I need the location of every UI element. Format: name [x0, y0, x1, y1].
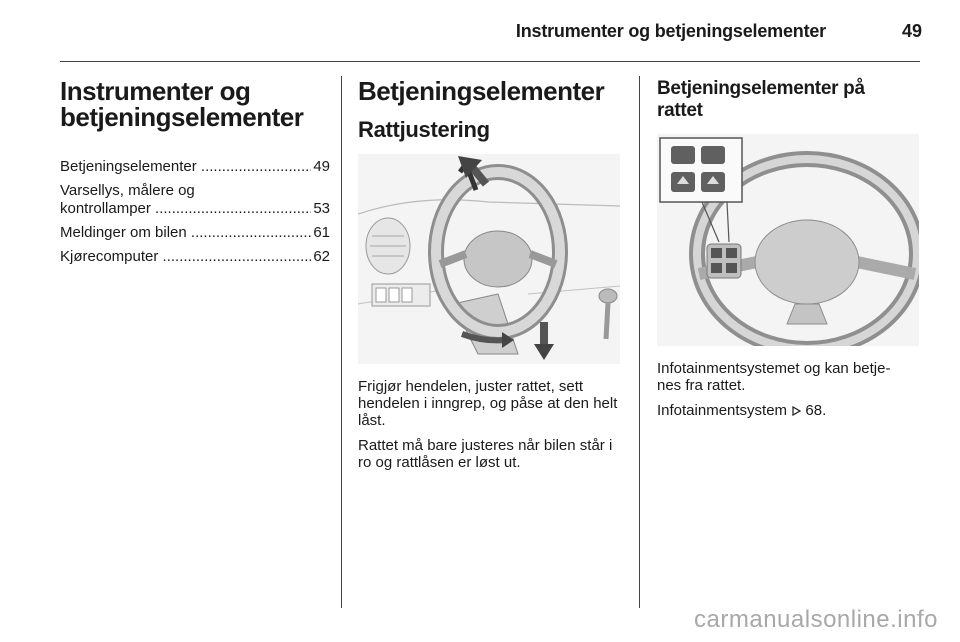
- cross-reference[interactable]: [657, 402, 923, 419]
- chapter-title-line2: betjeningselementer: [60, 102, 304, 132]
- toc-entry-label-line1: Varsellys, målere og: [60, 182, 195, 199]
- column-2: [358, 78, 624, 479]
- chapter-title-line1: Instrumenter og: [60, 76, 251, 106]
- paragraph-line: nes fra rattet.: [657, 377, 746, 394]
- paragraph: Rattet må bare justeres når bilen står i ro og rattlåsen er løst ut.: [358, 437, 613, 471]
- header-rule: [60, 61, 920, 62]
- paragraph: Frigjør hendelen, juster rattet, sett hendelen i inngrep, og påse at den helt låst.: [358, 378, 618, 429]
- section-heading-line2: rattet: [657, 100, 703, 121]
- column-3: [657, 78, 923, 427]
- toc-entry[interactable]: [60, 224, 330, 242]
- toc-entry-label: kontrollamper: [60, 200, 151, 217]
- cross-reference-page: 68.: [805, 402, 827, 419]
- steering-adjustment-illustration: [358, 154, 620, 364]
- page-number: 49: [901, 21, 922, 41]
- toc-entry[interactable]: [60, 182, 330, 218]
- running-header-title: Instrumenter og betjeningselementer: [515, 21, 826, 41]
- section-heading-line1: Betjeningselementer på: [657, 78, 865, 99]
- triangle-reference-icon: [791, 406, 801, 416]
- toc-entry-label: Meldinger om bilen: [60, 224, 187, 241]
- toc-entry-page: 53: [313, 200, 330, 217]
- toc-entry-label: Kjørecomputer: [60, 248, 159, 265]
- toc-entry-label: Betjeningselementer: [60, 158, 197, 175]
- toc-entry[interactable]: [60, 158, 330, 176]
- toc-entry-page: 61: [313, 224, 330, 241]
- paragraph: [657, 360, 923, 394]
- column-divider-1: [341, 76, 342, 608]
- toc-entry-page: 49: [313, 158, 330, 175]
- section-heading: Betjeningselementer: [358, 76, 605, 106]
- table-of-contents: [60, 158, 330, 266]
- toc-entry-page: 62: [313, 248, 330, 265]
- section-heading: [657, 78, 923, 122]
- column-divider-2: [639, 76, 640, 608]
- paragraph-line: Infotainmentsystemet og kan betje-: [657, 360, 891, 377]
- toc-entry[interactable]: [60, 248, 330, 266]
- column-1: [60, 78, 330, 272]
- steering-wheel-controls-illustration: [657, 134, 919, 346]
- chapter-title: [60, 78, 330, 130]
- subsection-heading: Rattjustering: [358, 117, 490, 142]
- watermark: carmanualsonline.info: [694, 606, 938, 633]
- cross-reference-label: Infotainmentsystem: [657, 402, 788, 419]
